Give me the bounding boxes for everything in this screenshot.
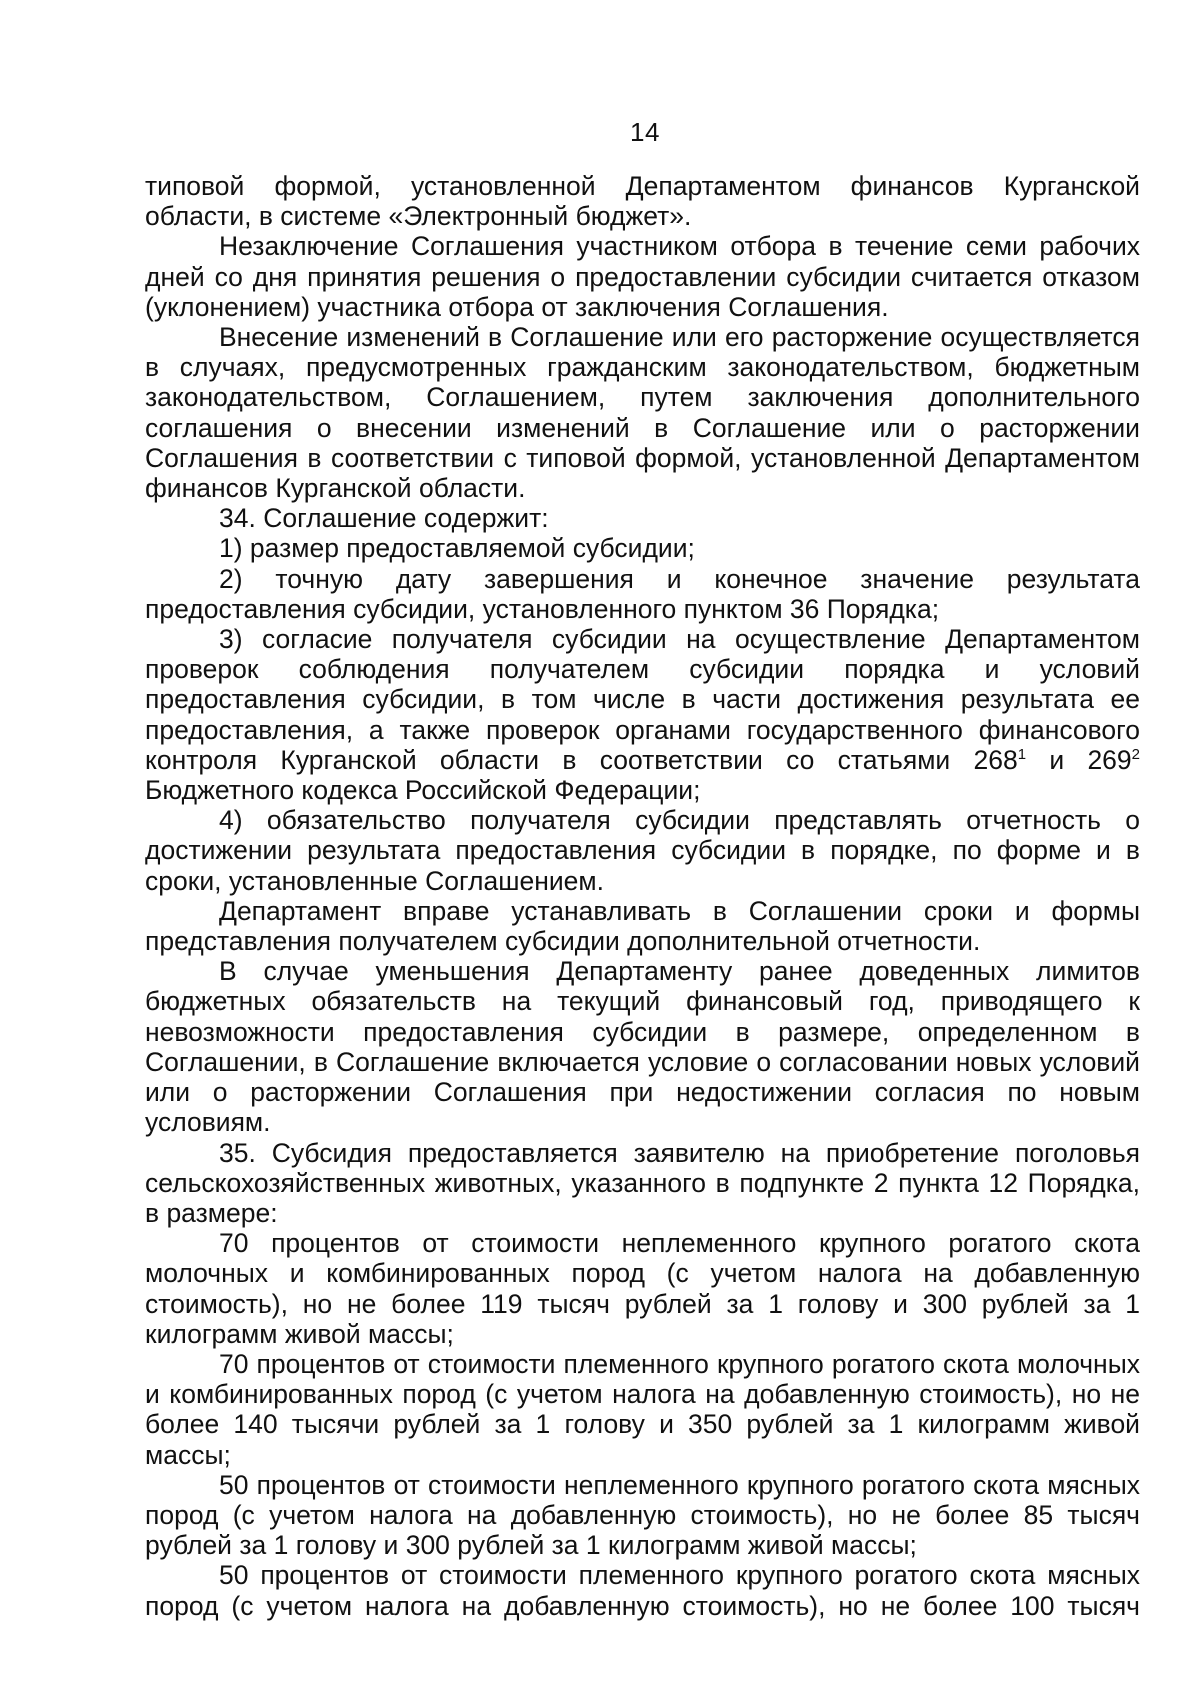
superscript: 1 [1017, 746, 1027, 764]
text-run: 3) согласие получателя субсидии на осуществление Департаментом проверок соблюдения получателем субсидии порядка и условий предоставления субсидии, в том числе в части достижения результата ее предоставления, а также проверок органами государственного финансового контроля Курганской области в соответствии со статьями 268 [145, 624, 1140, 775]
document-body [145, 171, 1140, 1621]
paragraph: типовой формой, установленной Департаментом финансов Курганской области, в системе «Электронный бюджет». [145, 171, 1140, 232]
page-number: 14 [630, 117, 660, 147]
paragraph: 70 процентов от стоимости племенного крупного рогатого скота молочных и комбинированных пород (с учетом налога на добавленную стоимость), но не более 140 тысячи рублей за 1 голову и 350 рублей за 1 килограмм живой массы; [145, 1348, 1140, 1470]
text-run: Бюджетного кодекса Российской Федерации; [145, 775, 701, 806]
superscript: 2 [1131, 746, 1141, 764]
paragraph: 35. Субсидия предоставляется заявителю на приобретение поголовья сельскохозяйственных животных, указанного в подпункте 2 пункта 12 Порядка, в размере: [145, 1137, 1140, 1228]
paragraph: 50 процентов от стоимости племенного крупного рогатого скота мясных пород (с учетом налога на добавленную стоимость), но не более 100 тысяч [145, 1560, 1140, 1621]
paragraph: 50 процентов от стоимости неплеменного крупного рогатого скота мясных пород (с учетом налога на добавленную стоимость), но не более 85 тысяч рублей за 1 голову и 300 рублей за 1 килограмм живой массы; [145, 1469, 1140, 1561]
paragraph: 70 процентов от стоимости неплеменного крупного рогатого скота молочных и комбинированных пород (с учетом налога на добавленную стоимость), но не более 119 тысяч рублей за 1 голову и 300 рублей за 1 килограмм живой массы; [145, 1228, 1140, 1349]
paragraph: Департамент вправе устанавливать в Соглашении сроки и формы представления получателем субсидии дополнительной отчетности. [145, 895, 1140, 957]
text-run: и 269 [1026, 744, 1132, 775]
paragraph: 34. Соглашение содержит: [219, 503, 549, 534]
paragraph: 1) размер предоставляемой субсидии; [219, 533, 695, 564]
paragraph [145, 624, 1140, 805]
paragraph: 2) точную дату завершения и конечное значение результата предоставления субсидии, установленного пунктом 36 Порядка; [145, 563, 1140, 624]
paragraph: 4) обязательство получателя субсидии представлять отчетность о достижении результата предоставления субсидии в порядке, по форме и в сроки, установленные Соглашением. [145, 805, 1140, 896]
paragraph: В случае уменьшения Департаменту ранее доведенных лимитов бюджетных обязательств на текущий финансовый год, приводящего к невозможности предоставления субсидии в размере, определенном в Соглашении, в Соглашение включается условие о согласовании новых условий или о расторжении Соглашения при недостижении согласия по новым условиям. [145, 956, 1140, 1138]
paragraph: Внесение изменений в Соглашение или его расторжение осуществляется в случаях, предусмотренных гражданским законодательством, бюджетным законодательством, Соглашением, путем заключения дополнительного соглашения о внесении изменений в Соглашение или о расторжении Соглашения в соответствии с типовой формой, установленной Департаментом финансов Курганской области. [145, 322, 1140, 504]
paragraph: Незаключение Соглашения участником отбора в течение семи рабочих дней со дня принятия решения о предоставлении субсидии считается отказом (уклонением) участника отбора от заключения Соглашения. [145, 231, 1140, 322]
